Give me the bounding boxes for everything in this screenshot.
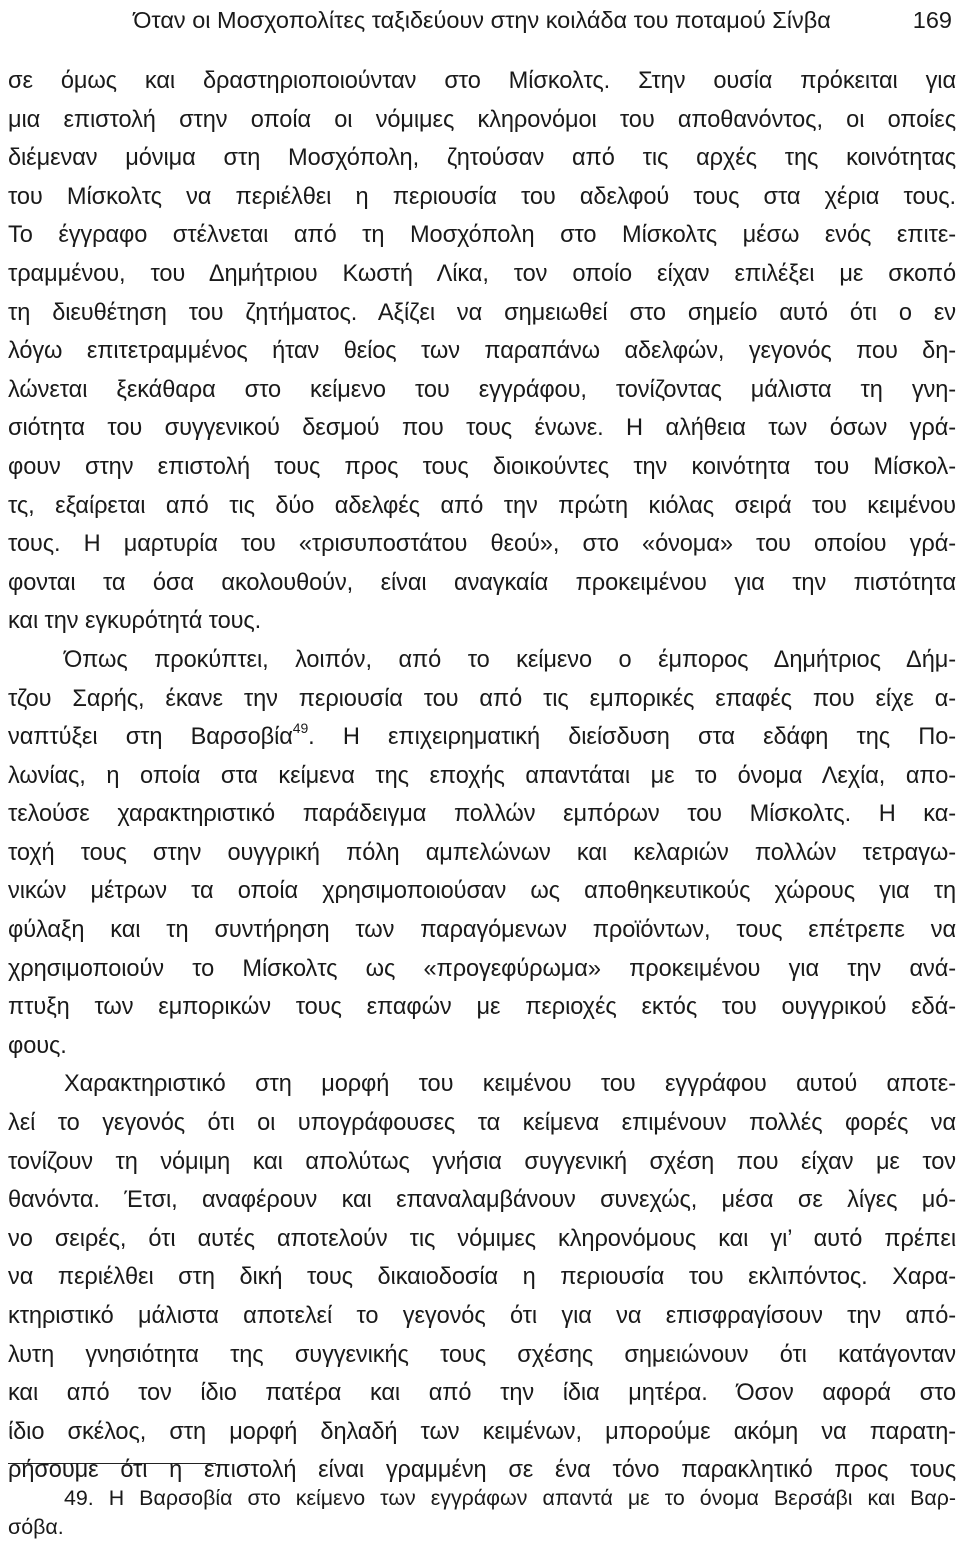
text-line: διέμεναν μόνιμα στη Μοσχόπολη, ζητούσαν από τις αρχές της κοινότητας <box>8 145 956 172</box>
text-line: τζου Σαρής, έκανε την περιουσία του από τις εμπορικές επαφές που είχε α- <box>8 685 956 712</box>
body-text <box>8 62 956 1490</box>
text-line: φύλαξη και τη συντήρηση των παραγόμενων προϊόντων, τους επέτρεπε να <box>8 917 956 944</box>
text-line-with-footnote <box>8 718 956 757</box>
footnote-line: σόβα. <box>8 1515 64 1539</box>
page-number: 169 <box>912 7 952 33</box>
text-line: τελούσε χαρακτηριστικό παράδειγμα πολλών εμπόρων του Μίσκολτς. Η κα- <box>8 801 956 828</box>
text-segment: ναπτύξει στη Βαρσοβία <box>8 724 293 751</box>
text-line: τους. Η μαρτυρία του «τρισυποστάτου θεού», στο «όνομα» του οποίου γρά- <box>8 531 956 558</box>
text-line: ρήσουμε ότι η επιστολή είναι γραμμένη σε ένα τόνο παρακλητικό προς τους <box>8 1457 956 1484</box>
footnote <box>8 1484 956 1542</box>
text-line: και από τον ίδιο πατέρα και από την ίδια μητέρα. Όσον αφορά στο <box>8 1380 956 1407</box>
text-line: φονται τα όσα ακολουθούν, είναι αναγκαία προκειμένου για την πιστότητα <box>8 569 956 596</box>
text-line: σε όμως και δραστηριοποιούνταν στο Μίσκολτς. Στην ουσία πρόκειται για <box>8 68 956 94</box>
running-title: Όταν οι Μοσχοπολίτες ταξιδεύουν στην κοιλάδα του ποταμού Σίνβα <box>133 7 831 33</box>
text-line: λώνεται ξεκάθαρα στο κείμενο του εγγράφου, τονίζοντας μάλιστα τη γνη- <box>8 376 956 403</box>
text-line: σιότητα του συγγενικού δεσμού που τους ένωνε. Η αλήθεια των όσων γρά- <box>8 415 956 442</box>
text-line: λεί το γεγονός ότι οι υπογράφουσες τα κείμενα επιμένουν πολλές φορές να <box>8 1110 956 1137</box>
running-head <box>8 0 956 40</box>
text-line: τη διευθέτηση του ζητήματος. Αξίζει να σημειωθεί στο σημείο αυτό ότι ο εν <box>8 299 956 326</box>
footnote-divider <box>8 1463 216 1464</box>
text-line: χρησιμοποιούν το Μίσκολτς ως «προγεφύρωμα» προκειμένου για την ανά- <box>8 955 956 982</box>
text-line: μια επιστολή στην οποία οι νόμιμες κληρονόμοι του αποθανόντος, οι οποίες <box>8 106 956 133</box>
text-line: τοχή τους στην ουγγρική πόλη αμπελώνων και κελαριών πολλών τετραγω- <box>8 839 956 866</box>
text-line: τραμμένου, του Δημήτριου Κωστή Λίκα, τον οποίο είχαν επιλέξει με σκοπό <box>8 260 956 287</box>
text-line: λωνίας, η οποία στα κείμενα της εποχής απαντάται με το όνομα Λεχία, απο- <box>8 762 956 789</box>
text-line: φους. <box>8 1032 67 1059</box>
text-segment: . Η επιχειρηματική διείσδυση στα εδάφη της Πο- <box>308 724 957 751</box>
footnote-line: 49. Η Βαρσοβία στο κείμενο των εγγράφων απαντά με το όνομα Βερσάβι και Βαρ- <box>64 1486 956 1510</box>
text-line: τς, εξαίρεται από τις δύο αδελφές από την πρώτη κιόλας σειρά του κειμένου <box>8 492 956 519</box>
text-line: να περιέλθει στη δική τους δικαιοδοσία η περιουσία του εκλιπόντος. Χαρα- <box>8 1264 956 1291</box>
text-line: και την εγκυρότητά τους. <box>8 608 262 635</box>
text-line: θανόντα. Έτσι, αναφέρουν και επαναλαμβάνουν συνεχώς, μέσα σε λίγες μό- <box>8 1187 956 1214</box>
text-line: Το έγγραφο στέλνεται από τη Μοσχόπολη στο Μίσκολτς μέσω ενός επιτε- <box>8 222 956 249</box>
text-line: νικών μέτρων τα οποία χρησιμοποιούσαν ως αποθηκευτικούς χώρους για τη <box>8 878 956 905</box>
text-line: τονίζουν τη νόμιμη και απολύτως γνήσια συγγενική σχέση που είχαν με τον <box>8 1148 956 1175</box>
footnote-reference[interactable]: 49 <box>292 720 309 737</box>
text-line: λόγω επιτετραμμένος ήταν θείος των παραπάνω αδελφών, γεγονός που δη- <box>8 338 956 365</box>
text-line: του Μίσκολτς να περιέλθει η περιουσία του αδελφού τους στα χέρια τους. <box>8 183 956 210</box>
text-line: λυτη γνησιότητα της συγγενικής τους σχέσης σημειώνουν ότι κατάγονταν <box>8 1341 956 1368</box>
text-line: ίδιο σκέλος, στη μορφή δηλαδή των κειμένων, μπορούμε ακόμη να παρατη- <box>8 1418 956 1445</box>
text-line: φουν στην επιστολή τους προς τους διοικούντες την κοινότητα του Μίσκολ- <box>8 453 956 480</box>
text-line: νο σειρές, ότι αυτές αποτελούν τις νόμιμες κληρονόμους και γι’ αυτό πρέπει <box>8 1225 956 1252</box>
text-line: Χαρακτηριστικό στη μορφή του κειμένου του εγγράφου αυτού αποτε- <box>64 1071 956 1098</box>
text-line: πτυξη των εμπορικών τους επαφών με περιοχές εκτός του ουγγρικού εδά- <box>8 994 956 1021</box>
text-line: κτηριστικό μάλιστα αποτελεί το γεγονός ότι για να επισφραγίσουν την από- <box>8 1303 956 1329</box>
text-line: Όπως προκύπτει, λοιπόν, από το κείμενο ο έμπορος Δημήτριος Δήμ- <box>64 646 956 673</box>
